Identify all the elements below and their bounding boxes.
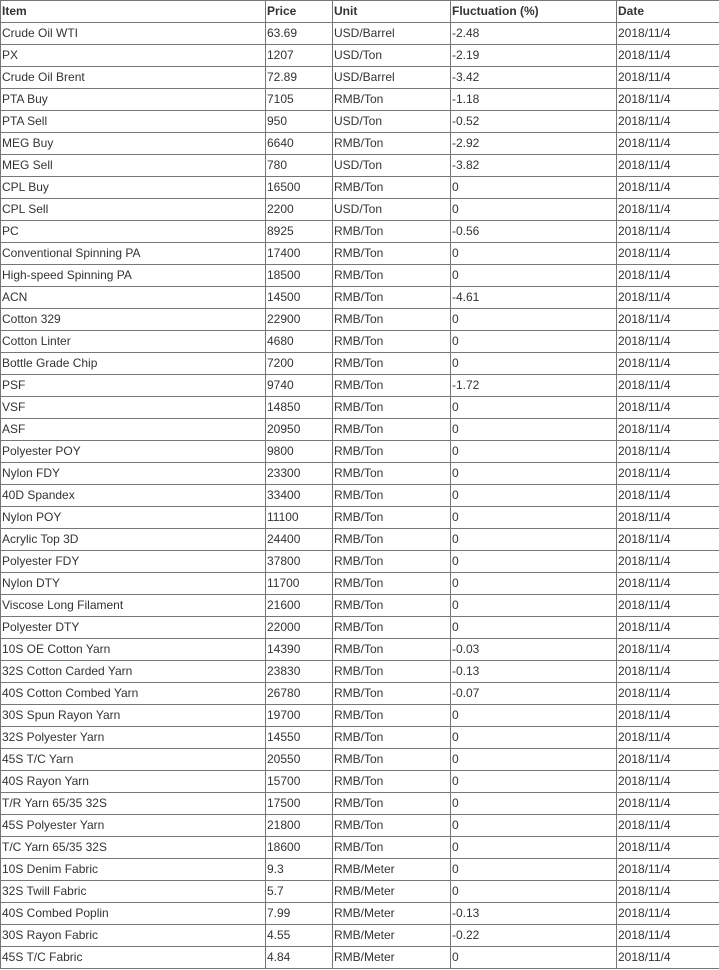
cell-fluctuation: 0 (451, 881, 617, 903)
table-row (1, 265, 719, 287)
cell-item: Acrylic Top 3D (1, 529, 266, 551)
cell-price: 14500 (266, 287, 333, 309)
cell-price: 19700 (266, 705, 333, 727)
cell-date: 2018/11/4 (617, 397, 719, 419)
cell-item: High-speed Spinning PA (1, 265, 266, 287)
cell-fluctuation: 0 (451, 353, 617, 375)
cell-unit: RMB/Ton (333, 507, 451, 529)
cell-unit: RMB/Meter (333, 881, 451, 903)
cell-fluctuation: 0 (451, 947, 617, 969)
cell-date: 2018/11/4 (617, 573, 719, 595)
cell-date: 2018/11/4 (617, 881, 719, 903)
header-item: Item (1, 1, 266, 23)
table-row (1, 859, 719, 881)
cell-unit: RMB/Ton (333, 89, 451, 111)
cell-price: 17500 (266, 793, 333, 815)
cell-price: 7200 (266, 353, 333, 375)
cell-unit: RMB/Ton (333, 485, 451, 507)
cell-date: 2018/11/4 (617, 133, 719, 155)
cell-unit: RMB/Ton (333, 595, 451, 617)
cell-date: 2018/11/4 (617, 551, 719, 573)
cell-item: 40D Spandex (1, 485, 266, 507)
cell-item: 45S T/C Fabric (1, 947, 266, 969)
cell-unit: RMB/Ton (333, 265, 451, 287)
cell-fluctuation: -2.48 (451, 23, 617, 45)
cell-fluctuation: 0 (451, 815, 617, 837)
table-row (1, 683, 719, 705)
table-row (1, 903, 719, 925)
cell-unit: USD/Barrel (333, 67, 451, 89)
cell-item: ASF (1, 419, 266, 441)
cell-fluctuation: 0 (451, 441, 617, 463)
cell-price: 7105 (266, 89, 333, 111)
header-fluctuation: Fluctuation (%) (451, 1, 617, 23)
cell-date: 2018/11/4 (617, 45, 719, 67)
cell-unit: RMB/Ton (333, 749, 451, 771)
cell-price: 18500 (266, 265, 333, 287)
cell-date: 2018/11/4 (617, 925, 719, 947)
cell-price: 9.3 (266, 859, 333, 881)
table-row (1, 221, 719, 243)
cell-unit: RMB/Meter (333, 903, 451, 925)
table-row (1, 419, 719, 441)
cell-item: VSF (1, 397, 266, 419)
table-row (1, 89, 719, 111)
cell-item: T/C Yarn 65/35 32S (1, 837, 266, 859)
cell-date: 2018/11/4 (617, 793, 719, 815)
cell-unit: RMB/Ton (333, 419, 451, 441)
table-row (1, 45, 719, 67)
cell-date: 2018/11/4 (617, 727, 719, 749)
cell-unit: RMB/Ton (333, 463, 451, 485)
cell-item: PC (1, 221, 266, 243)
cell-fluctuation: -0.52 (451, 111, 617, 133)
cell-price: 17400 (266, 243, 333, 265)
cell-price: 14850 (266, 397, 333, 419)
cell-item: 32S Cotton Carded Yarn (1, 661, 266, 683)
cell-date: 2018/11/4 (617, 111, 719, 133)
cell-item: 32S Polyester Yarn (1, 727, 266, 749)
cell-price: 14390 (266, 639, 333, 661)
table-row (1, 639, 719, 661)
cell-fluctuation: -0.07 (451, 683, 617, 705)
cell-date: 2018/11/4 (617, 243, 719, 265)
cell-fluctuation: 0 (451, 463, 617, 485)
cell-price: 9740 (266, 375, 333, 397)
cell-date: 2018/11/4 (617, 155, 719, 177)
cell-date: 2018/11/4 (617, 89, 719, 111)
cell-unit: USD/Ton (333, 199, 451, 221)
cell-unit: RMB/Meter (333, 859, 451, 881)
table-row (1, 595, 719, 617)
cell-price: 20950 (266, 419, 333, 441)
cell-date: 2018/11/4 (617, 903, 719, 925)
cell-unit: RMB/Ton (333, 287, 451, 309)
cell-item: 30S Rayon Fabric (1, 925, 266, 947)
cell-price: 9800 (266, 441, 333, 463)
cell-fluctuation: 0 (451, 331, 617, 353)
cell-price: 33400 (266, 485, 333, 507)
cell-fluctuation: 0 (451, 529, 617, 551)
cell-unit: USD/Barrel (333, 23, 451, 45)
cell-fluctuation: -4.61 (451, 287, 617, 309)
header-date: Date (617, 1, 719, 23)
table-row (1, 551, 719, 573)
cell-item: 40S Combed Poplin (1, 903, 266, 925)
cell-price: 24400 (266, 529, 333, 551)
cell-fluctuation: -1.18 (451, 89, 617, 111)
cell-fluctuation: -2.19 (451, 45, 617, 67)
table-row (1, 111, 719, 133)
cell-unit: RMB/Ton (333, 243, 451, 265)
cell-fluctuation: -0.03 (451, 639, 617, 661)
cell-fluctuation: -3.82 (451, 155, 617, 177)
table-row (1, 331, 719, 353)
cell-fluctuation: 0 (451, 419, 617, 441)
cell-unit: RMB/Ton (333, 617, 451, 639)
cell-date: 2018/11/4 (617, 485, 719, 507)
table-row (1, 771, 719, 793)
cell-price: 22900 (266, 309, 333, 331)
table-row (1, 199, 719, 221)
cell-price: 14550 (266, 727, 333, 749)
cell-fluctuation: 0 (451, 837, 617, 859)
cell-price: 63.69 (266, 23, 333, 45)
cell-unit: RMB/Ton (333, 793, 451, 815)
cell-price: 7.99 (266, 903, 333, 925)
cell-price: 21600 (266, 595, 333, 617)
cell-fluctuation: -0.13 (451, 903, 617, 925)
cell-item: Cotton Linter (1, 331, 266, 353)
cell-fluctuation: 0 (451, 177, 617, 199)
cell-item: Bottle Grade Chip (1, 353, 266, 375)
cell-fluctuation: 0 (451, 793, 617, 815)
cell-unit: RMB/Ton (333, 177, 451, 199)
cell-item: ACN (1, 287, 266, 309)
cell-date: 2018/11/4 (617, 771, 719, 793)
cell-item: Crude Oil WTI (1, 23, 266, 45)
cell-date: 2018/11/4 (617, 67, 719, 89)
cell-item: PTA Sell (1, 111, 266, 133)
table-row (1, 133, 719, 155)
cell-date: 2018/11/4 (617, 199, 719, 221)
table-row (1, 573, 719, 595)
cell-unit: RMB/Ton (333, 331, 451, 353)
cell-price: 11700 (266, 573, 333, 595)
cell-fluctuation: 0 (451, 397, 617, 419)
cell-date: 2018/11/4 (617, 595, 719, 617)
cell-item: 45S T/C Yarn (1, 749, 266, 771)
cell-price: 5.7 (266, 881, 333, 903)
cell-price: 37800 (266, 551, 333, 573)
cell-price: 20550 (266, 749, 333, 771)
cell-item: PX (1, 45, 266, 67)
cell-unit: RMB/Ton (333, 529, 451, 551)
cell-fluctuation: 0 (451, 243, 617, 265)
cell-date: 2018/11/4 (617, 639, 719, 661)
cell-fluctuation: 0 (451, 573, 617, 595)
cell-item: Polyester FDY (1, 551, 266, 573)
cell-price: 21800 (266, 815, 333, 837)
cell-unit: RMB/Ton (333, 133, 451, 155)
cell-item: Nylon FDY (1, 463, 266, 485)
cell-price: 8925 (266, 221, 333, 243)
cell-price: 15700 (266, 771, 333, 793)
table-row (1, 441, 719, 463)
cell-unit: USD/Ton (333, 155, 451, 177)
cell-item: 32S Twill Fabric (1, 881, 266, 903)
cell-date: 2018/11/4 (617, 265, 719, 287)
cell-item: PTA Buy (1, 89, 266, 111)
cell-item: Conventional Spinning PA (1, 243, 266, 265)
cell-date: 2018/11/4 (617, 837, 719, 859)
table-row (1, 705, 719, 727)
cell-unit: RMB/Ton (333, 661, 451, 683)
cell-item: CPL Buy (1, 177, 266, 199)
cell-fluctuation: 0 (451, 705, 617, 727)
cell-unit: RMB/Ton (333, 551, 451, 573)
cell-item: T/R Yarn 65/35 32S (1, 793, 266, 815)
cell-fluctuation: 0 (451, 727, 617, 749)
table-row (1, 881, 719, 903)
header-price: Price (266, 1, 333, 23)
cell-item: Polyester DTY (1, 617, 266, 639)
cell-unit: RMB/Ton (333, 683, 451, 705)
table-row (1, 529, 719, 551)
cell-price: 11100 (266, 507, 333, 529)
cell-date: 2018/11/4 (617, 661, 719, 683)
cell-unit: RMB/Ton (333, 309, 451, 331)
cell-price: 16500 (266, 177, 333, 199)
cell-item: 10S Denim Fabric (1, 859, 266, 881)
cell-fluctuation: -0.13 (451, 661, 617, 683)
cell-price: 2200 (266, 199, 333, 221)
cell-date: 2018/11/4 (617, 441, 719, 463)
table-header-row (1, 1, 719, 23)
table-row (1, 67, 719, 89)
cell-fluctuation: 0 (451, 485, 617, 507)
cell-price: 23300 (266, 463, 333, 485)
cell-item: CPL Sell (1, 199, 266, 221)
cell-date: 2018/11/4 (617, 529, 719, 551)
cell-unit: RMB/Ton (333, 771, 451, 793)
cell-unit: RMB/Ton (333, 837, 451, 859)
table-row (1, 947, 719, 969)
cell-fluctuation: 0 (451, 507, 617, 529)
cell-item: 10S OE Cotton Yarn (1, 639, 266, 661)
table-row (1, 749, 719, 771)
cell-item: Crude Oil Brent (1, 67, 266, 89)
table-row (1, 23, 719, 45)
cell-item: MEG Buy (1, 133, 266, 155)
cell-fluctuation: 0 (451, 595, 617, 617)
cell-price: 6640 (266, 133, 333, 155)
table-row (1, 243, 719, 265)
header-unit: Unit (333, 1, 451, 23)
cell-fluctuation: -0.56 (451, 221, 617, 243)
table-row (1, 375, 719, 397)
cell-date: 2018/11/4 (617, 617, 719, 639)
cell-unit: USD/Ton (333, 111, 451, 133)
cell-price: 950 (266, 111, 333, 133)
cell-unit: RMB/Ton (333, 353, 451, 375)
cell-fluctuation: -3.42 (451, 67, 617, 89)
cell-item: PSF (1, 375, 266, 397)
cell-date: 2018/11/4 (617, 309, 719, 331)
cell-item: Nylon DTY (1, 573, 266, 595)
cell-date: 2018/11/4 (617, 419, 719, 441)
cell-unit: RMB/Meter (333, 925, 451, 947)
cell-unit: RMB/Ton (333, 573, 451, 595)
cell-date: 2018/11/4 (617, 221, 719, 243)
cell-item: MEG Sell (1, 155, 266, 177)
cell-date: 2018/11/4 (617, 23, 719, 45)
table-row (1, 617, 719, 639)
cell-date: 2018/11/4 (617, 705, 719, 727)
cell-price: 4.84 (266, 947, 333, 969)
cell-date: 2018/11/4 (617, 375, 719, 397)
table-row (1, 925, 719, 947)
table-row (1, 837, 719, 859)
cell-price: 26780 (266, 683, 333, 705)
cell-unit: RMB/Ton (333, 441, 451, 463)
cell-price: 4.55 (266, 925, 333, 947)
cell-fluctuation: 0 (451, 749, 617, 771)
cell-unit: RMB/Ton (333, 705, 451, 727)
table-row (1, 727, 719, 749)
cell-item: Polyester POY (1, 441, 266, 463)
cell-item: Viscose Long Filament (1, 595, 266, 617)
table-row (1, 309, 719, 331)
cell-fluctuation: -2.92 (451, 133, 617, 155)
cell-date: 2018/11/4 (617, 947, 719, 969)
cell-unit: RMB/Ton (333, 221, 451, 243)
cell-unit: RMB/Meter (333, 947, 451, 969)
cell-fluctuation: -0.22 (451, 925, 617, 947)
table-row (1, 507, 719, 529)
cell-date: 2018/11/4 (617, 353, 719, 375)
cell-fluctuation: 0 (451, 859, 617, 881)
cell-price: 1207 (266, 45, 333, 67)
cell-item: Nylon POY (1, 507, 266, 529)
cell-date: 2018/11/4 (617, 749, 719, 771)
cell-unit: RMB/Ton (333, 375, 451, 397)
cell-item: 40S Rayon Yarn (1, 771, 266, 793)
cell-fluctuation: 0 (451, 617, 617, 639)
cell-date: 2018/11/4 (617, 815, 719, 837)
table-row (1, 177, 719, 199)
cell-date: 2018/11/4 (617, 463, 719, 485)
cell-unit: RMB/Ton (333, 815, 451, 837)
table-row (1, 661, 719, 683)
cell-date: 2018/11/4 (617, 859, 719, 881)
table-row (1, 463, 719, 485)
cell-unit: RMB/Ton (333, 727, 451, 749)
table-body (1, 23, 719, 969)
cell-unit: RMB/Ton (333, 397, 451, 419)
table-row (1, 793, 719, 815)
table-row (1, 485, 719, 507)
cell-price: 22000 (266, 617, 333, 639)
table-row (1, 815, 719, 837)
cell-fluctuation: 0 (451, 199, 617, 221)
table-row (1, 397, 719, 419)
cell-price: 18600 (266, 837, 333, 859)
cell-price: 23830 (266, 661, 333, 683)
cell-item: 30S Spun Rayon Yarn (1, 705, 266, 727)
cell-unit: USD/Ton (333, 45, 451, 67)
cell-date: 2018/11/4 (617, 683, 719, 705)
cell-date: 2018/11/4 (617, 331, 719, 353)
cell-fluctuation: 0 (451, 309, 617, 331)
cell-fluctuation: 0 (451, 771, 617, 793)
cell-date: 2018/11/4 (617, 287, 719, 309)
cell-item: Cotton 329 (1, 309, 266, 331)
table-row (1, 353, 719, 375)
table-row (1, 155, 719, 177)
cell-price: 780 (266, 155, 333, 177)
cell-fluctuation: -1.72 (451, 375, 617, 397)
cell-fluctuation: 0 (451, 265, 617, 287)
cell-price: 72.89 (266, 67, 333, 89)
cell-fluctuation: 0 (451, 551, 617, 573)
cell-date: 2018/11/4 (617, 177, 719, 199)
cell-price: 4680 (266, 331, 333, 353)
cell-item: 40S Cotton Combed Yarn (1, 683, 266, 705)
cell-item: 45S Polyester Yarn (1, 815, 266, 837)
cell-date: 2018/11/4 (617, 507, 719, 529)
table-row (1, 287, 719, 309)
cell-unit: RMB/Ton (333, 639, 451, 661)
